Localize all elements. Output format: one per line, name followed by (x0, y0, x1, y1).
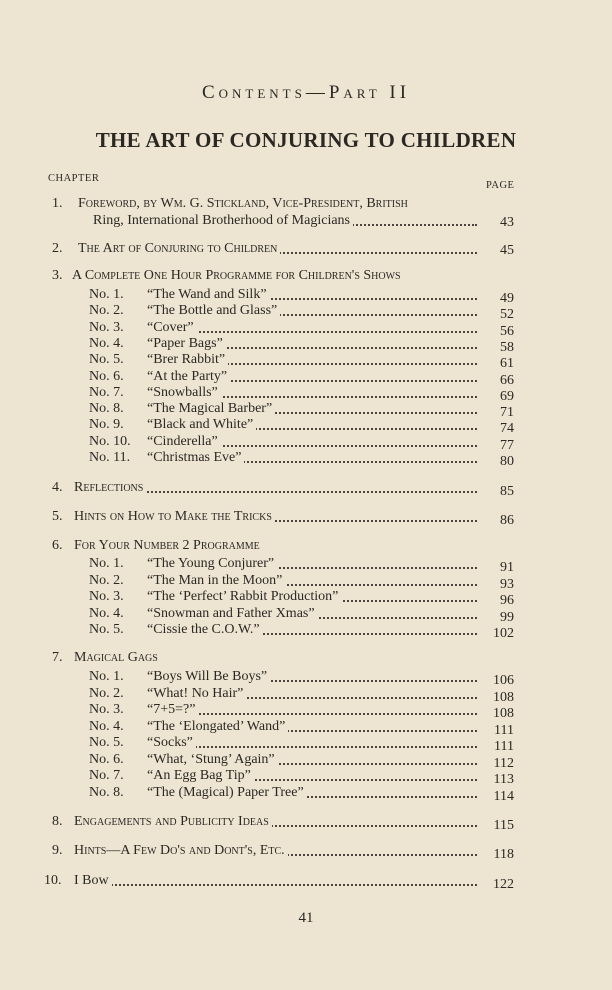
page-number: 71 (500, 405, 514, 421)
sub-entry-number: No. 11. (89, 450, 131, 465)
sub-entry-number: No. 4. (89, 335, 124, 351)
sub-entry-number: No. 5. (89, 735, 124, 750)
page-number: 56 (500, 323, 514, 339)
chapter-title: For Your Number 2 Programme (74, 538, 260, 553)
chapter-number: 10. (44, 873, 62, 888)
chapter-title: The Art of Conjuring to Children (78, 241, 280, 256)
page-title: THE ART OF CONJURING TO CHILDREN (95, 128, 517, 152)
sub-entry-title: “Brer Rabbit” (147, 352, 228, 367)
sub-entry-title: “Cissie the C.O.W.” (147, 622, 263, 637)
sub-entry-number: No. 1. (89, 669, 124, 684)
sub-entry-title: “What, ‘Stung’ Again” (147, 752, 278, 767)
sub-entry-number: No. 8. (89, 784, 124, 800)
sub-entry-title: “The ‘Elongated’ Wand” (147, 719, 288, 734)
page-number: 69 (500, 388, 514, 404)
chapter-title-line-2: Ring, International Brotherhood of Magicians (93, 213, 353, 228)
chapter-number: 9. (52, 843, 63, 858)
sub-entry-title: “An Egg Bag Tip” (147, 768, 254, 783)
sub-entry-number: No. 2. (89, 572, 124, 588)
page-number: 74 (500, 421, 514, 437)
chapter-number: 5. (52, 509, 63, 524)
page-number: 61 (500, 356, 514, 372)
page-number: 111 (494, 722, 514, 738)
page-number: 114 (493, 788, 514, 804)
sub-entry-title: “Boys Will Be Boys” (147, 669, 270, 684)
leader-dots (74, 884, 477, 886)
page-number: 80 (500, 454, 514, 469)
page-number: 43 (500, 215, 514, 230)
chapter-number: 1. (52, 196, 63, 211)
chapter-number: 6. (52, 538, 63, 553)
chapter-number: 8. (52, 814, 63, 829)
page-number: 108 (493, 689, 514, 705)
sub-entry-title: “Cover” (147, 320, 197, 335)
page-number: 91 (500, 560, 514, 575)
sub-entry-number: No. 8. (89, 401, 124, 417)
page-number: 66 (500, 372, 514, 388)
sub-entry-title: “The Young Conjurer” (147, 556, 277, 571)
sub-entry-title: “The ‘Perfect’ Rabbit Production” (147, 589, 341, 604)
sub-entry-title: “Christmas Eve” (147, 450, 244, 465)
page-column-label: PAGE (486, 180, 515, 191)
part-heading: Contents—Part II (201, 82, 411, 103)
page-number: 111 (494, 739, 514, 754)
sub-entry-number: No. 10. (89, 433, 131, 449)
sub-entry-number: No. 1. (89, 287, 124, 302)
sub-entry-title: “The Man in the Moon” (147, 573, 285, 588)
sub-entry-number: No. 4. (89, 605, 124, 621)
chapter-number: 4. (52, 480, 63, 495)
sub-entry-title: “What! No Hair” (147, 686, 246, 701)
chapter-number: 3. (52, 268, 63, 283)
chapter-title: I Bow (74, 873, 112, 888)
sub-entry-title: “At the Party” (147, 369, 230, 384)
page-number: 52 (500, 307, 514, 323)
sub-entry-number: No. 3. (89, 589, 124, 604)
sub-entry-number: No. 2. (89, 685, 124, 701)
sub-entry-title: “The (Magical) Paper Tree” (147, 785, 307, 800)
chapter-title: Magical Gags (74, 650, 158, 665)
page-number: 102 (493, 626, 514, 641)
sub-entry-number: No. 2. (89, 303, 124, 319)
page-number: 106 (493, 673, 514, 688)
sub-entry-number: No. 3. (89, 702, 124, 717)
sub-entry-title: “Paper Bags” (147, 336, 226, 351)
sub-entry-number: No. 6. (89, 368, 124, 384)
sub-entry-number: No. 7. (89, 768, 124, 783)
page-number: 93 (500, 576, 514, 592)
sub-entry-title: “Black and White” (147, 417, 256, 432)
chapter-title: Reflections (74, 480, 146, 495)
sub-entry-number: No. 4. (89, 718, 124, 734)
chapter-title: Engagements and Publicity Ideas (74, 814, 272, 829)
sub-entry-title: “Cinderella” (147, 434, 221, 449)
chapter-number: 7. (52, 650, 63, 665)
sub-entry-title: “7+5=?” (147, 702, 198, 717)
chapter-title: Hints—A Few Do's and Dont's, Etc. (74, 843, 288, 858)
sub-entry-title: “Snowballs” (147, 385, 221, 400)
sub-entry-title: “The Magical Barber” (147, 401, 275, 416)
sub-entry-number: No. 3. (89, 319, 124, 335)
chapter-title-line-1: Foreword, by Wm. G. Stickland, Vice-President, British (78, 196, 408, 211)
page-number: 99 (500, 609, 514, 625)
sub-entry-number: No. 1. (89, 556, 124, 571)
sub-entry-number: No. 5. (89, 622, 124, 637)
sub-entry-number: No. 6. (89, 751, 124, 767)
page-number: 112 (493, 755, 514, 771)
sub-entry-number: No. 7. (89, 384, 124, 400)
leader-dots (147, 746, 477, 748)
page-number: 85 (500, 484, 514, 499)
sub-entry-number: No. 5. (89, 352, 124, 368)
page-number: 77 (500, 437, 514, 453)
sub-entry-title: “Socks” (147, 735, 196, 750)
page-number: 49 (500, 291, 514, 306)
page-number: 118 (493, 847, 514, 862)
chapter-title: Hints on How to Make the Tricks (74, 509, 275, 524)
page-number: 58 (500, 339, 514, 355)
chapter-title: A Complete One Hour Programme for Children's Shows (72, 268, 401, 283)
sub-entry-title: “Snowman and Father Xmas” (147, 606, 318, 621)
chapter-number: 2. (52, 241, 63, 256)
sub-entry-title: “The Wand and Silk” (147, 287, 270, 302)
chapter-column-label: CHAPTER (48, 173, 100, 184)
page-number: 45 (500, 243, 514, 258)
page-number: 96 (500, 593, 514, 608)
page-number: 115 (493, 818, 514, 833)
page-number: 113 (493, 772, 514, 787)
page-number: 108 (493, 706, 514, 721)
sub-entry-number: No. 9. (89, 417, 124, 433)
sub-entry-title: “The Bottle and Glass” (147, 303, 280, 318)
page-number: 122 (493, 877, 514, 892)
page-folio: 41 (298, 910, 314, 926)
page-number: 86 (500, 513, 514, 528)
